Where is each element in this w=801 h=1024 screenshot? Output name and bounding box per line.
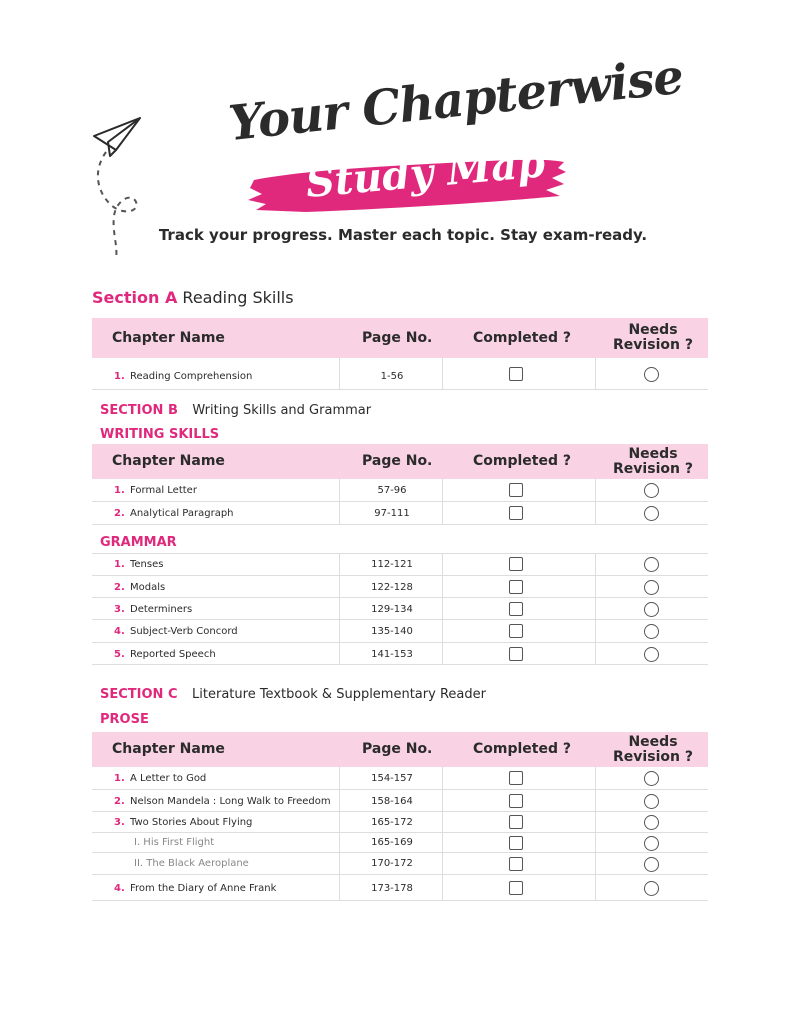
page-range: 154-157 [371,773,413,784]
revision-radio[interactable] [644,647,659,662]
completed-checkbox[interactable] [509,815,523,829]
page-range: 1-56 [380,371,404,382]
section-b-label: SECTION B [100,403,178,418]
chapter-name: Modals [130,582,166,593]
revision-radio[interactable] [644,624,659,639]
chapter-name: Analytical Paragraph [130,508,234,519]
revision-radio[interactable] [644,881,659,896]
column-needs-revision [606,323,700,353]
column-page-no: Page No. [362,741,433,757]
revision-radio[interactable] [644,602,659,617]
column-needs-label: Needs [628,446,678,462]
table-row [92,358,708,390]
table-row [92,576,708,598]
revision-radio[interactable] [644,794,659,809]
column-chapter-name: Chapter Name [112,330,225,346]
completed-checkbox[interactable] [509,771,523,785]
completed-checkbox[interactable] [509,881,523,895]
completed-checkbox[interactable] [509,857,523,871]
page-range: 129-134 [371,604,413,615]
column-completed: Completed ? [473,330,571,346]
section-a-heading [92,288,294,307]
row-number: 4. [114,883,125,894]
table-row [92,502,708,525]
page-range: 158-164 [371,796,413,807]
revision-radio[interactable] [644,771,659,786]
table-row [92,767,708,790]
table-header [92,444,708,479]
completed-checkbox[interactable] [509,836,523,850]
table-header [92,318,708,358]
table-row [92,620,708,643]
chapter-name: Tenses [130,559,164,570]
row-number: 1. [114,559,125,570]
section-a-label: Section A [92,288,178,307]
revision-radio[interactable] [644,483,659,498]
column-revision-label: Revision ? [613,461,693,477]
revision-radio[interactable] [644,557,659,572]
completed-checkbox[interactable] [509,794,523,808]
page-range: 173-178 [371,883,413,894]
table-row [92,479,708,502]
column-page-no: Page No. [362,453,433,469]
completed-checkbox[interactable] [509,580,523,594]
page-range: 141-153 [371,649,413,660]
completed-checkbox[interactable] [509,483,523,497]
section-a-name: Reading Skills [182,288,294,307]
row-number: 1. [114,485,125,496]
row-number: 2. [114,582,125,593]
prose-subheading: PROSE [100,712,149,727]
table-row [92,853,708,875]
page-range: 165-169 [371,837,413,848]
row-number: 2. [114,508,125,519]
column-chapter-name: Chapter Name [112,741,225,757]
page-range: 135-140 [371,626,413,637]
page-range: 122-128 [371,582,413,593]
chapter-name: From the Diary of Anne Frank [130,883,277,894]
row-number: 2. [114,796,125,807]
column-page-no: Page No. [362,330,433,346]
row-number: 1. [114,371,125,382]
table-row [92,643,708,665]
completed-checkbox[interactable] [509,602,523,616]
table-row [92,598,708,620]
page-range: 165-172 [371,817,413,828]
completed-checkbox[interactable] [509,624,523,638]
section-b-heading [100,403,371,418]
chapter-name: Two Stories About Flying [130,817,253,828]
page-title: Your Chapterwise [226,48,686,152]
revision-radio[interactable] [644,815,659,830]
completed-checkbox[interactable] [509,506,523,520]
table-row [92,553,708,576]
chapter-name: Subject-Verb Concord [130,626,238,637]
table-row [92,833,708,853]
grammar-subheading: GRAMMAR [100,535,177,550]
column-needs-revision [606,735,700,765]
row-number: 3. [114,604,125,615]
row-number: 4. [114,626,125,637]
table-row [92,875,708,901]
revision-radio[interactable] [644,857,659,872]
chapter-name: Reading Comprehension [130,371,253,382]
column-revision-label: Revision ? [613,749,693,765]
table-row [92,812,708,833]
chapter-name: A Letter to God [130,773,207,784]
sub-chapter-name: II. The Black Aeroplane [134,858,249,869]
row-number: 3. [114,817,125,828]
page-title-highlight: Study Map [303,139,547,207]
sub-chapter-name: I. His First Flight [134,837,215,848]
completed-checkbox[interactable] [509,557,523,571]
column-needs-label: Needs [628,322,678,338]
column-completed: Completed ? [473,453,571,469]
chapter-name: Reported Speech [130,649,216,660]
table-row [92,790,708,812]
column-needs-label: Needs [628,734,678,750]
section-c-heading [100,687,486,702]
page-subtitle: Track your progress. Master each topic. Stay exam-ready. [158,226,648,244]
column-completed: Completed ? [473,741,571,757]
section-c-label: SECTION C [100,687,178,702]
column-revision-label: Revision ? [613,337,693,353]
page-range: 112-121 [371,559,413,570]
chapter-name: Determiners [130,604,193,615]
completed-checkbox[interactable] [509,367,523,381]
chapter-name: Nelson Mandela : Long Walk to Freedom [130,796,331,807]
revision-radio[interactable] [644,580,659,595]
page-range: 97-111 [374,508,410,519]
revision-radio[interactable] [644,367,659,382]
completed-checkbox[interactable] [509,647,523,661]
revision-radio[interactable] [644,836,659,851]
row-number: 5. [114,649,125,660]
page-range: 170-172 [371,858,413,869]
revision-radio[interactable] [644,506,659,521]
row-number: 1. [114,773,125,784]
section-c-name: Literature Textbook & Supplementary Reader [192,687,486,702]
column-needs-revision [606,447,700,477]
page-range: 57-96 [377,485,407,496]
column-chapter-name: Chapter Name [112,453,225,469]
writing-skills-subheading: WRITING SKILLS [100,427,220,442]
table-header [92,732,708,767]
section-b-name: Writing Skills and Grammar [192,403,372,418]
chapter-name: Formal Letter [130,485,197,496]
